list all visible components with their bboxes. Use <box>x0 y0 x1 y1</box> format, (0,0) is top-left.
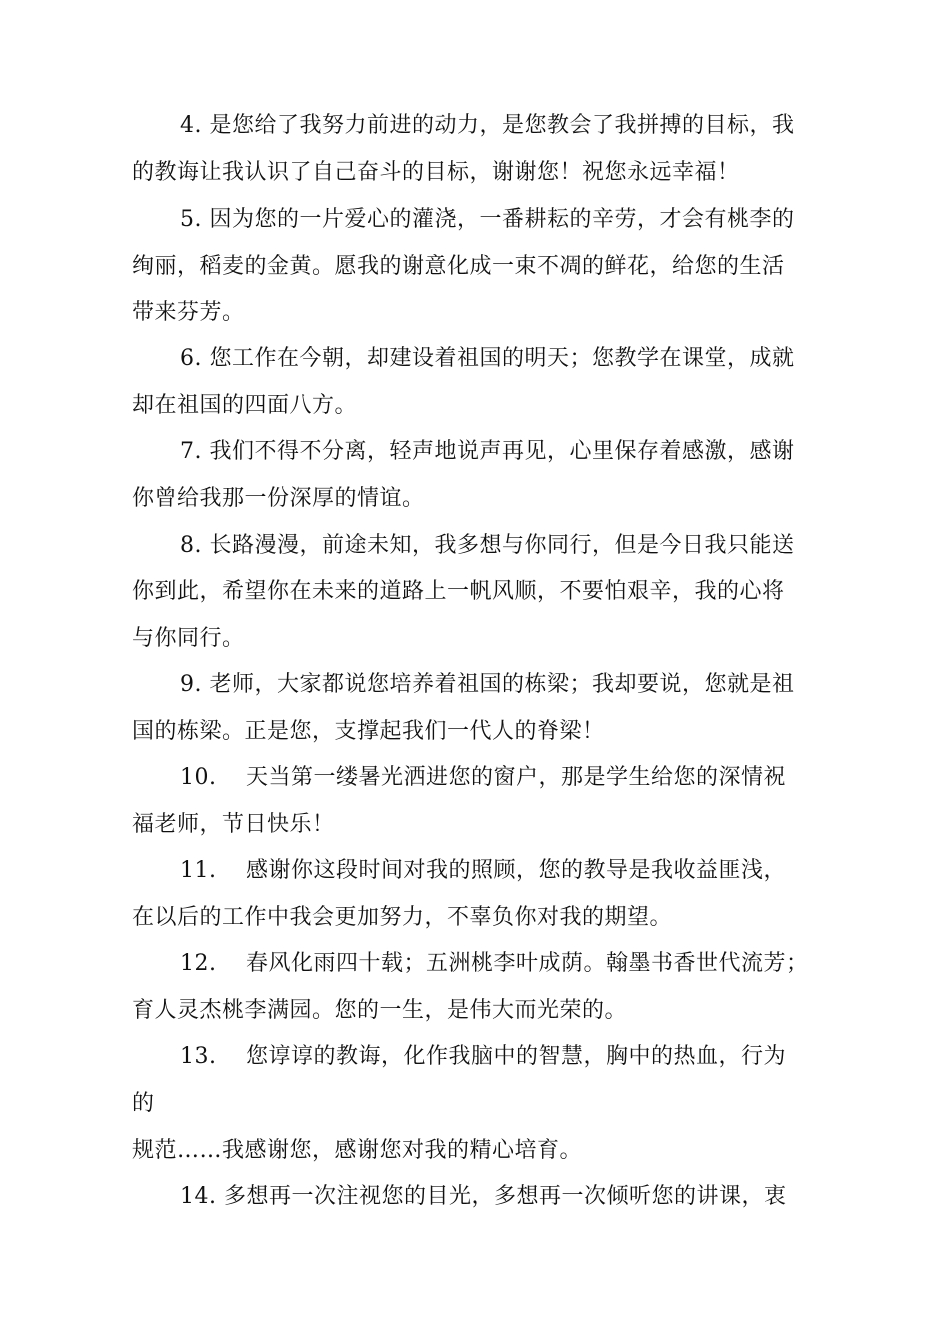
item-number: 11. <box>180 858 217 883</box>
item-number: 10. <box>180 765 217 790</box>
text-line: 9. 老师，大家都说您培养着祖国的栋梁；我却要说，您就是祖 <box>180 672 795 697</box>
text-line: 育人灵杰桃李满园。您的一生，是伟大而光荣的。 <box>132 998 628 1023</box>
text-line: 的教诲让我认识了自己奋斗的目标，谢谢您！祝您永远幸福！ <box>132 160 740 185</box>
text-line: 您谆谆的教诲，化作我脑中的智慧，胸中的热血，行为 <box>246 1044 787 1069</box>
text-line: 春风化雨四十载；五洲桃李叶成荫。翰墨书香世代流芳； <box>246 951 809 976</box>
text-line: 与你同行。 <box>132 626 245 651</box>
text-line: 6. 您工作在今朝，却建设着祖国的明天；您教学在课堂，成就 <box>180 346 795 371</box>
text-line: 8. 长路漫漫，前途未知，我多想与你同行，但是今日我只能送 <box>180 533 795 558</box>
text-line: 天当第一缕暑光洒进您的窗户，那是学生给您的深情祝 <box>246 765 787 790</box>
text-line: 带来芬芳。 <box>132 300 245 325</box>
text-line: 4. 是您给了我努力前进的动力，是您教会了我拼搏的目标，我 <box>180 113 795 138</box>
text-line: 感谢你这段时间对我的照顾，您的教导是我收益匪浅， <box>246 858 787 883</box>
text-line: 却在祖国的四面八方。 <box>132 393 358 418</box>
text-line: 14. 多想再一次注视您的目光，多想再一次倾听您的讲课，衷 <box>180 1184 787 1209</box>
text-line: 你曾给我那一份深厚的情谊。 <box>132 486 425 511</box>
text-line: 绚丽，稻麦的金黄。愿我的谢意化成一束不凋的鲜花，给您的生活 <box>132 254 785 279</box>
item-number: 13. <box>180 1044 217 1069</box>
item-number: 12. <box>180 951 217 976</box>
text-line: 的 <box>132 1091 155 1116</box>
text-line: 规范……我感谢您，感谢您对我的精心培育。 <box>132 1138 583 1163</box>
text-line: 在以后的工作中我会更加努力，不辜负你对我的期望。 <box>132 905 673 930</box>
text-line: 5. 因为您的一片爱心的灌浇，一番耕耘的辛劳，才会有桃李的 <box>180 207 795 232</box>
text-line: 福老师，节日快乐！ <box>132 812 335 837</box>
text-line: 你到此，希望你在未来的道路上一帆风顺，不要怕艰辛，我的心将 <box>132 579 785 604</box>
text-line: 7. 我们不得不分离，轻声地说声再见，心里保存着感激，感谢 <box>180 439 795 464</box>
text-line: 国的栋梁。正是您，支撑起我们一代人的脊梁！ <box>132 719 605 744</box>
